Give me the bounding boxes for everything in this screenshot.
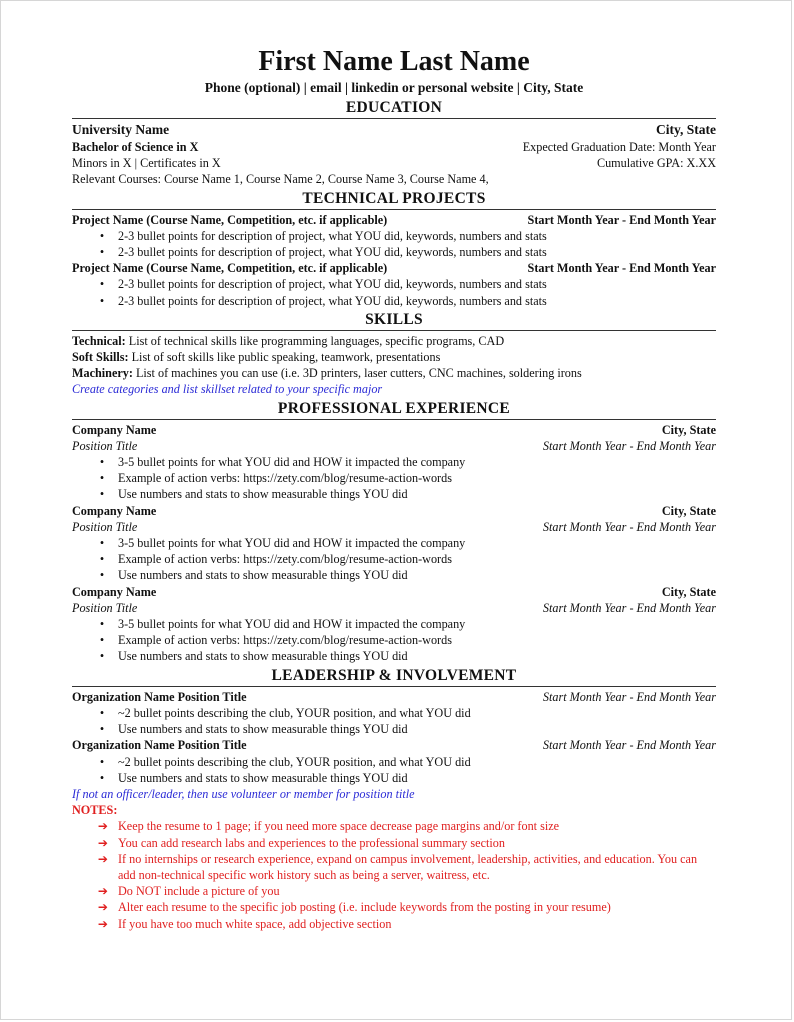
project-name: Project Name (Course Name, Competition, etc. if applicable) <box>72 212 388 227</box>
school-name: University Name <box>72 122 170 137</box>
company-name: Company Name <box>72 503 157 518</box>
company-location: City, State <box>661 584 716 599</box>
skills-heading: SKILLS <box>72 311 716 331</box>
relevant-courses: Relevant Courses: Course Name 1, Course Name 2, Course Name 3, Course Name 4, <box>72 172 489 187</box>
project-header-row <box>72 212 716 228</box>
company-name: Company Name <box>72 584 157 599</box>
list-item <box>96 454 716 470</box>
bullet-text: Example of action verbs: https://zety.com/blog/resume-action-words <box>118 633 452 648</box>
bullet-text: Use numbers and stats to show measurable things YOU did <box>118 722 408 737</box>
education-degree-row <box>72 139 716 155</box>
list-item <box>96 616 716 632</box>
organization-row <box>72 689 716 705</box>
position-title: Position Title <box>72 600 138 615</box>
school-location: City, State <box>656 122 716 137</box>
skills-soft <box>72 349 716 365</box>
bullet-text: 2-3 bullet points for description of project, what YOU did, keywords, numbers and stats <box>118 293 547 308</box>
experience-entry <box>72 503 716 584</box>
bullet-text: Example of action verbs: https://zety.com/blog/resume-action-words <box>118 552 452 567</box>
bullet-text: 2-3 bullet points for description of project, what YOU did, keywords, numbers and stats <box>118 228 547 243</box>
position-dates: Start Month Year - End Month Year <box>542 519 716 534</box>
bullet-icon: • <box>99 471 105 486</box>
skills-machinery <box>72 365 716 381</box>
organization-name: Organization Name Position Title <box>72 738 247 753</box>
list-item <box>96 486 716 502</box>
skills-technical-text: List of technical skills like programming languages, specific programs, CAD <box>125 333 505 348</box>
education-heading: EDUCATION <box>72 99 716 119</box>
bullet-icon: • <box>99 770 105 785</box>
position-dates: Start Month Year - End Month Year <box>542 438 716 453</box>
note-text: You can add research labs and experiences to the professional summary section <box>118 835 505 850</box>
list-item <box>96 293 716 309</box>
bullet-icon: • <box>99 722 105 737</box>
organization-row <box>72 737 716 753</box>
bullet-icon: • <box>99 754 105 769</box>
note-text: If you have too much white space, add objective section <box>118 916 392 931</box>
bullet-text: ~2 bullet points describing the club, YOUR position, and what YOU did <box>118 705 471 720</box>
position-title: Position Title <box>72 519 138 534</box>
bullet-icon: • <box>99 293 105 308</box>
projects-heading: TECHNICAL PROJECTS <box>72 190 716 210</box>
bullet-icon: • <box>99 536 105 551</box>
arrow-right-icon: ➔ <box>97 851 109 866</box>
project-entry <box>72 260 716 309</box>
organization-dates: Start Month Year - End Month Year <box>542 738 716 753</box>
skills-technical-label: Technical: <box>72 333 126 348</box>
experience-bullets <box>72 454 716 503</box>
bullet-icon: • <box>99 552 105 567</box>
list-item <box>96 551 716 567</box>
bullet-text: ~2 bullet points describing the club, YOUR position, and what YOU did <box>118 754 471 769</box>
leadership-hint: If not an officer/leader, then use volunteer or member for position title <box>72 786 415 801</box>
list-item <box>96 470 716 486</box>
project-bullets <box>72 276 716 308</box>
list-item <box>96 705 716 721</box>
arrow-right-icon: ➔ <box>97 884 109 899</box>
bullet-text: 3-5 bullet points for what YOU did and HOW it impacted the company <box>118 617 466 632</box>
list-item <box>96 632 716 648</box>
company-location: City, State <box>661 503 716 518</box>
leadership-heading: LEADERSHIP & INVOLVEMENT <box>72 667 716 687</box>
project-name: Project Name (Course Name, Competition, etc. if applicable) <box>72 261 388 276</box>
list-item <box>96 899 716 915</box>
list-item <box>96 244 716 260</box>
experience-bullets <box>72 535 716 584</box>
resume-content <box>72 45 716 932</box>
list-item <box>96 276 716 292</box>
bullet-icon: • <box>99 228 105 243</box>
list-item <box>96 883 716 899</box>
project-bullets <box>72 228 716 260</box>
arrow-right-icon: ➔ <box>97 916 109 931</box>
experience-entry <box>72 422 716 503</box>
company-name: Company Name <box>72 422 157 437</box>
bullet-icon: • <box>99 649 105 664</box>
candidate-name: First Name Last Name <box>258 46 530 77</box>
bullet-text: Use numbers and stats to show measurable things YOU did <box>118 649 408 664</box>
experience-bullets <box>72 616 716 665</box>
bullet-text: Use numbers and stats to show measurable things YOU did <box>118 770 408 785</box>
company-location: City, State <box>661 422 716 437</box>
skills-technical <box>72 333 716 349</box>
skills-machinery-label: Machinery: <box>72 366 133 381</box>
list-item <box>96 916 716 932</box>
arrow-right-icon: ➔ <box>97 835 109 850</box>
list-item <box>96 535 716 551</box>
leadership-entry <box>72 689 716 738</box>
note-text: Keep the resume to 1 page; if you need more space decrease page margins and/or font size <box>118 819 560 834</box>
project-header-row <box>72 260 716 276</box>
company-row <box>72 422 716 438</box>
bullet-text: 2-3 bullet points for description of project, what YOU did, keywords, numbers and stats <box>118 245 547 260</box>
list-item <box>96 648 716 664</box>
list-item <box>96 754 716 770</box>
leadership-bullets <box>72 754 716 786</box>
list-item <box>96 770 716 786</box>
graduation-date: Expected Graduation Date: Month Year <box>522 140 716 154</box>
leadership-bullets <box>72 705 716 737</box>
position-row <box>72 600 716 616</box>
list-item <box>96 721 716 737</box>
skills-hint: Create categories and list skillset related to your specific major <box>72 382 383 397</box>
bullet-icon: • <box>99 455 105 470</box>
organization-name: Organization Name Position Title <box>72 689 247 704</box>
skills-soft-label: Soft Skills: <box>72 350 129 365</box>
list-item <box>96 851 716 883</box>
company-row <box>72 503 716 519</box>
project-entry <box>72 212 716 261</box>
organization-dates: Start Month Year - End Month Year <box>542 689 716 704</box>
bullet-icon: • <box>99 487 105 502</box>
experience-entry <box>72 584 716 665</box>
project-dates: Start Month Year - End Month Year <box>527 261 716 276</box>
contact-line: Phone (optional) | email | linkedin or personal website | City, State <box>204 80 584 95</box>
notes-list <box>72 818 716 931</box>
note-text: Do NOT include a picture of you <box>118 884 280 899</box>
position-title: Position Title <box>72 438 138 453</box>
bullet-icon: • <box>99 705 105 720</box>
bullet-icon: • <box>99 277 105 292</box>
notes-heading: NOTES: <box>72 803 118 818</box>
education-school-row <box>72 121 716 139</box>
leadership-entry <box>72 737 716 786</box>
arrow-right-icon: ➔ <box>97 819 109 834</box>
bullet-text: Example of action verbs: https://zety.com/blog/resume-action-words <box>118 471 452 486</box>
list-item <box>96 835 716 851</box>
bullet-icon: • <box>99 633 105 648</box>
skills-machinery-text: List of machines you can use (i.e. 3D printers, laser cutters, CNC machines, soldering irons <box>132 366 582 381</box>
note-text: Alter each resume to the specific job posting (i.e. include keywords from the posting in your resume) <box>118 900 611 915</box>
note-text: If no internships or research experience, expand on campus involvement, leadership, activities, and education. You can add non-technical specific work history such as being a server, waitress, etc. <box>118 851 698 882</box>
bullet-text: 2-3 bullet points for description of project, what YOU did, keywords, numbers and stats <box>118 277 547 292</box>
bullet-text: Use numbers and stats to show measurable things YOU did <box>118 568 408 583</box>
bullet-text: 3-5 bullet points for what YOU did and HOW it impacted the company <box>118 536 466 551</box>
bullet-icon: • <box>99 617 105 632</box>
list-item <box>96 567 716 583</box>
project-dates: Start Month Year - End Month Year <box>527 212 716 227</box>
gpa: Cumulative GPA: X.XX <box>596 156 716 171</box>
position-row <box>72 519 716 535</box>
bullet-icon: • <box>99 245 105 260</box>
bullet-icon: • <box>99 568 105 583</box>
position-row <box>72 438 716 454</box>
bullet-text: Use numbers and stats to show measurable things YOU did <box>118 487 408 502</box>
company-row <box>72 584 716 600</box>
list-item <box>96 228 716 244</box>
list-item <box>96 818 716 834</box>
skills-soft-text: List of soft skills like public speaking, teamwork, presentations <box>128 350 441 365</box>
bullet-text: 3-5 bullet points for what YOU did and HOW it impacted the company <box>118 455 466 470</box>
degree: Bachelor of Science in X <box>72 140 199 154</box>
minors: Minors in X | Certificates in X <box>72 156 221 171</box>
experience-heading: PROFESSIONAL EXPERIENCE <box>72 400 716 420</box>
education-minors-row <box>72 155 716 171</box>
arrow-right-icon: ➔ <box>97 900 109 915</box>
position-dates: Start Month Year - End Month Year <box>542 600 716 615</box>
